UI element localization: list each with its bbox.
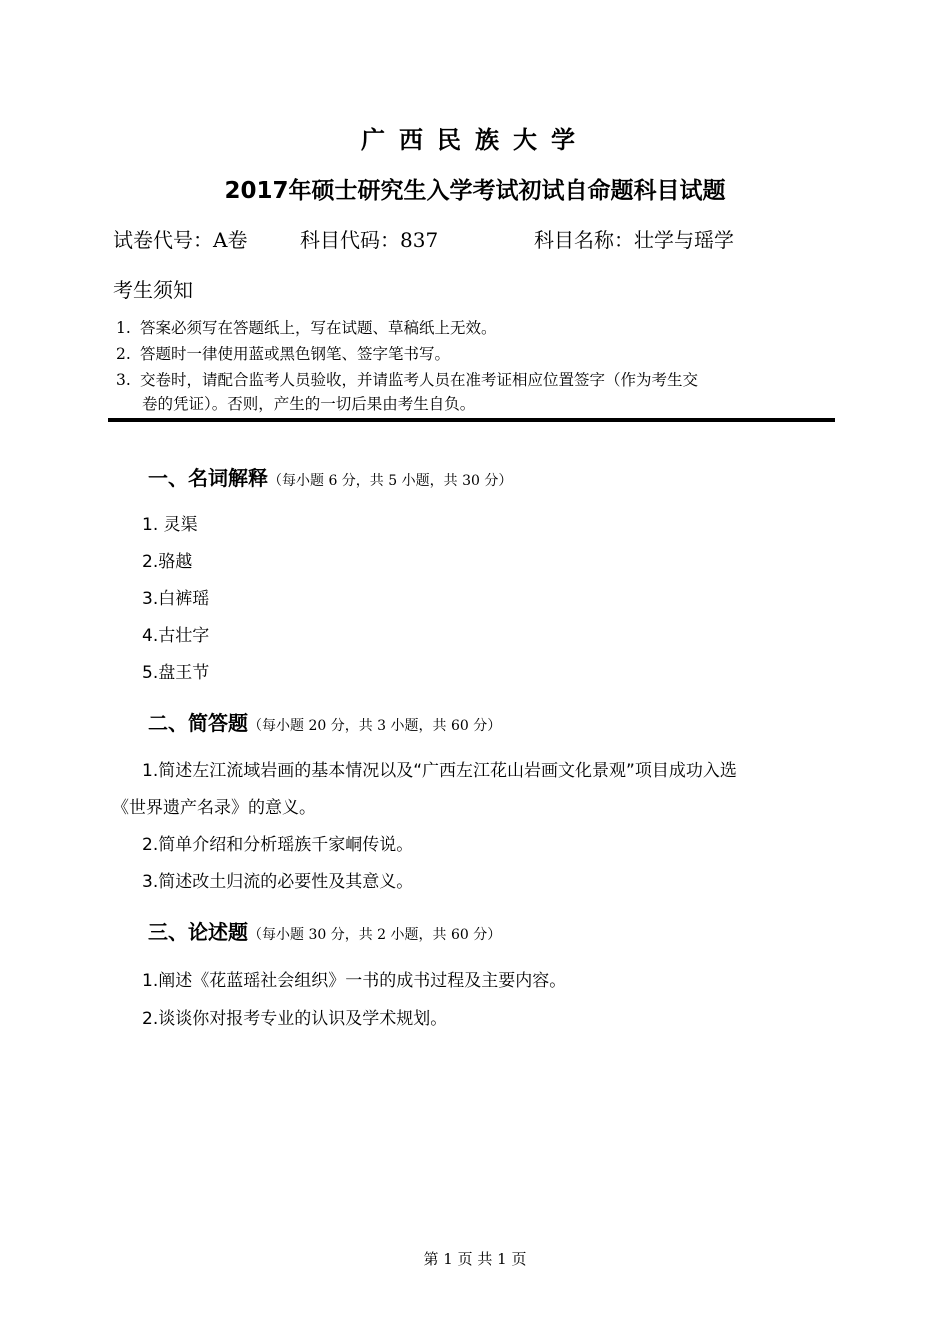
question-item-continuation: 《世界遗产名录》的意义。 [112, 798, 316, 818]
notice-item [116, 316, 497, 338]
university-name: 广西民族大学 [361, 126, 589, 154]
question-item: 3.白裤瑶 [142, 589, 210, 609]
page-number: 第 1 页 共 1 页 [423, 1250, 527, 1268]
paper-code: 试卷代号：A卷 [113, 228, 248, 252]
notice-item [116, 342, 450, 364]
divider-rule [108, 418, 835, 422]
question-item: 2.谈谈你对报考专业的认识及学术规划。 [142, 1009, 448, 1029]
section-title: 一、名词解释 [148, 466, 268, 490]
section-scoring-note: （每小题 6 分，共 5 小题，共 30 分） [268, 473, 513, 489]
notice-item [116, 368, 698, 390]
notice-item-text: 答题时一律使用蓝或黑色钢笔、签字笔书写。 [140, 345, 451, 363]
section-heading [148, 916, 501, 945]
section-scoring-note: （每小题 20 分，共 3 小题，共 60 分） [248, 718, 502, 734]
question-item: 4.古壮字 [142, 626, 210, 646]
section-title: 二、简答题 [148, 711, 248, 735]
subject-name: 科目名称：壮学与瑶学 [534, 228, 734, 252]
section-heading [148, 707, 501, 736]
exam-title: 2017年硕士研究生入学考试初试自命题科目试题 [224, 178, 726, 204]
notice-item-number: 1. [116, 319, 131, 337]
notice-item-continuation: 卷的凭证）。否则，产生的一切后果由考生自负。 [142, 395, 476, 413]
question-item: 3.简述改土归流的必要性及其意义。 [142, 872, 414, 892]
notice-item-number: 2. [116, 345, 131, 363]
question-item: 2.骆越 [142, 552, 193, 572]
section-scoring-note: （每小题 30 分，共 2 小题，共 60 分） [248, 927, 502, 943]
question-item: 1. 灵渠 [142, 515, 198, 535]
section-title: 三、论述题 [148, 920, 248, 944]
question-item: 2.简单介绍和分析瑶族千家峒传说。 [142, 835, 414, 855]
question-item: 1.阐述《花蓝瑶社会组织》一书的成书过程及主要内容。 [142, 971, 567, 991]
notice-item-text: 交卷时，请配合监考人员验收，并请监考人员在准考证相应位置签字（作为考生交 [140, 371, 699, 389]
section-heading [148, 462, 512, 491]
notice-item-text: 答案必须写在答题纸上，写在试题、草稿纸上无效。 [140, 319, 497, 337]
subject-code: 科目代码：837 [300, 228, 439, 252]
notice-item-number: 3. [116, 371, 131, 389]
question-item: 5.盘王节 [142, 663, 210, 683]
question-item: 1.简述左江流域岩画的基本情况以及“广西左江花山岩画文化景观”项目成功入选 [142, 761, 737, 781]
notice-title: 考生须知 [113, 278, 193, 302]
